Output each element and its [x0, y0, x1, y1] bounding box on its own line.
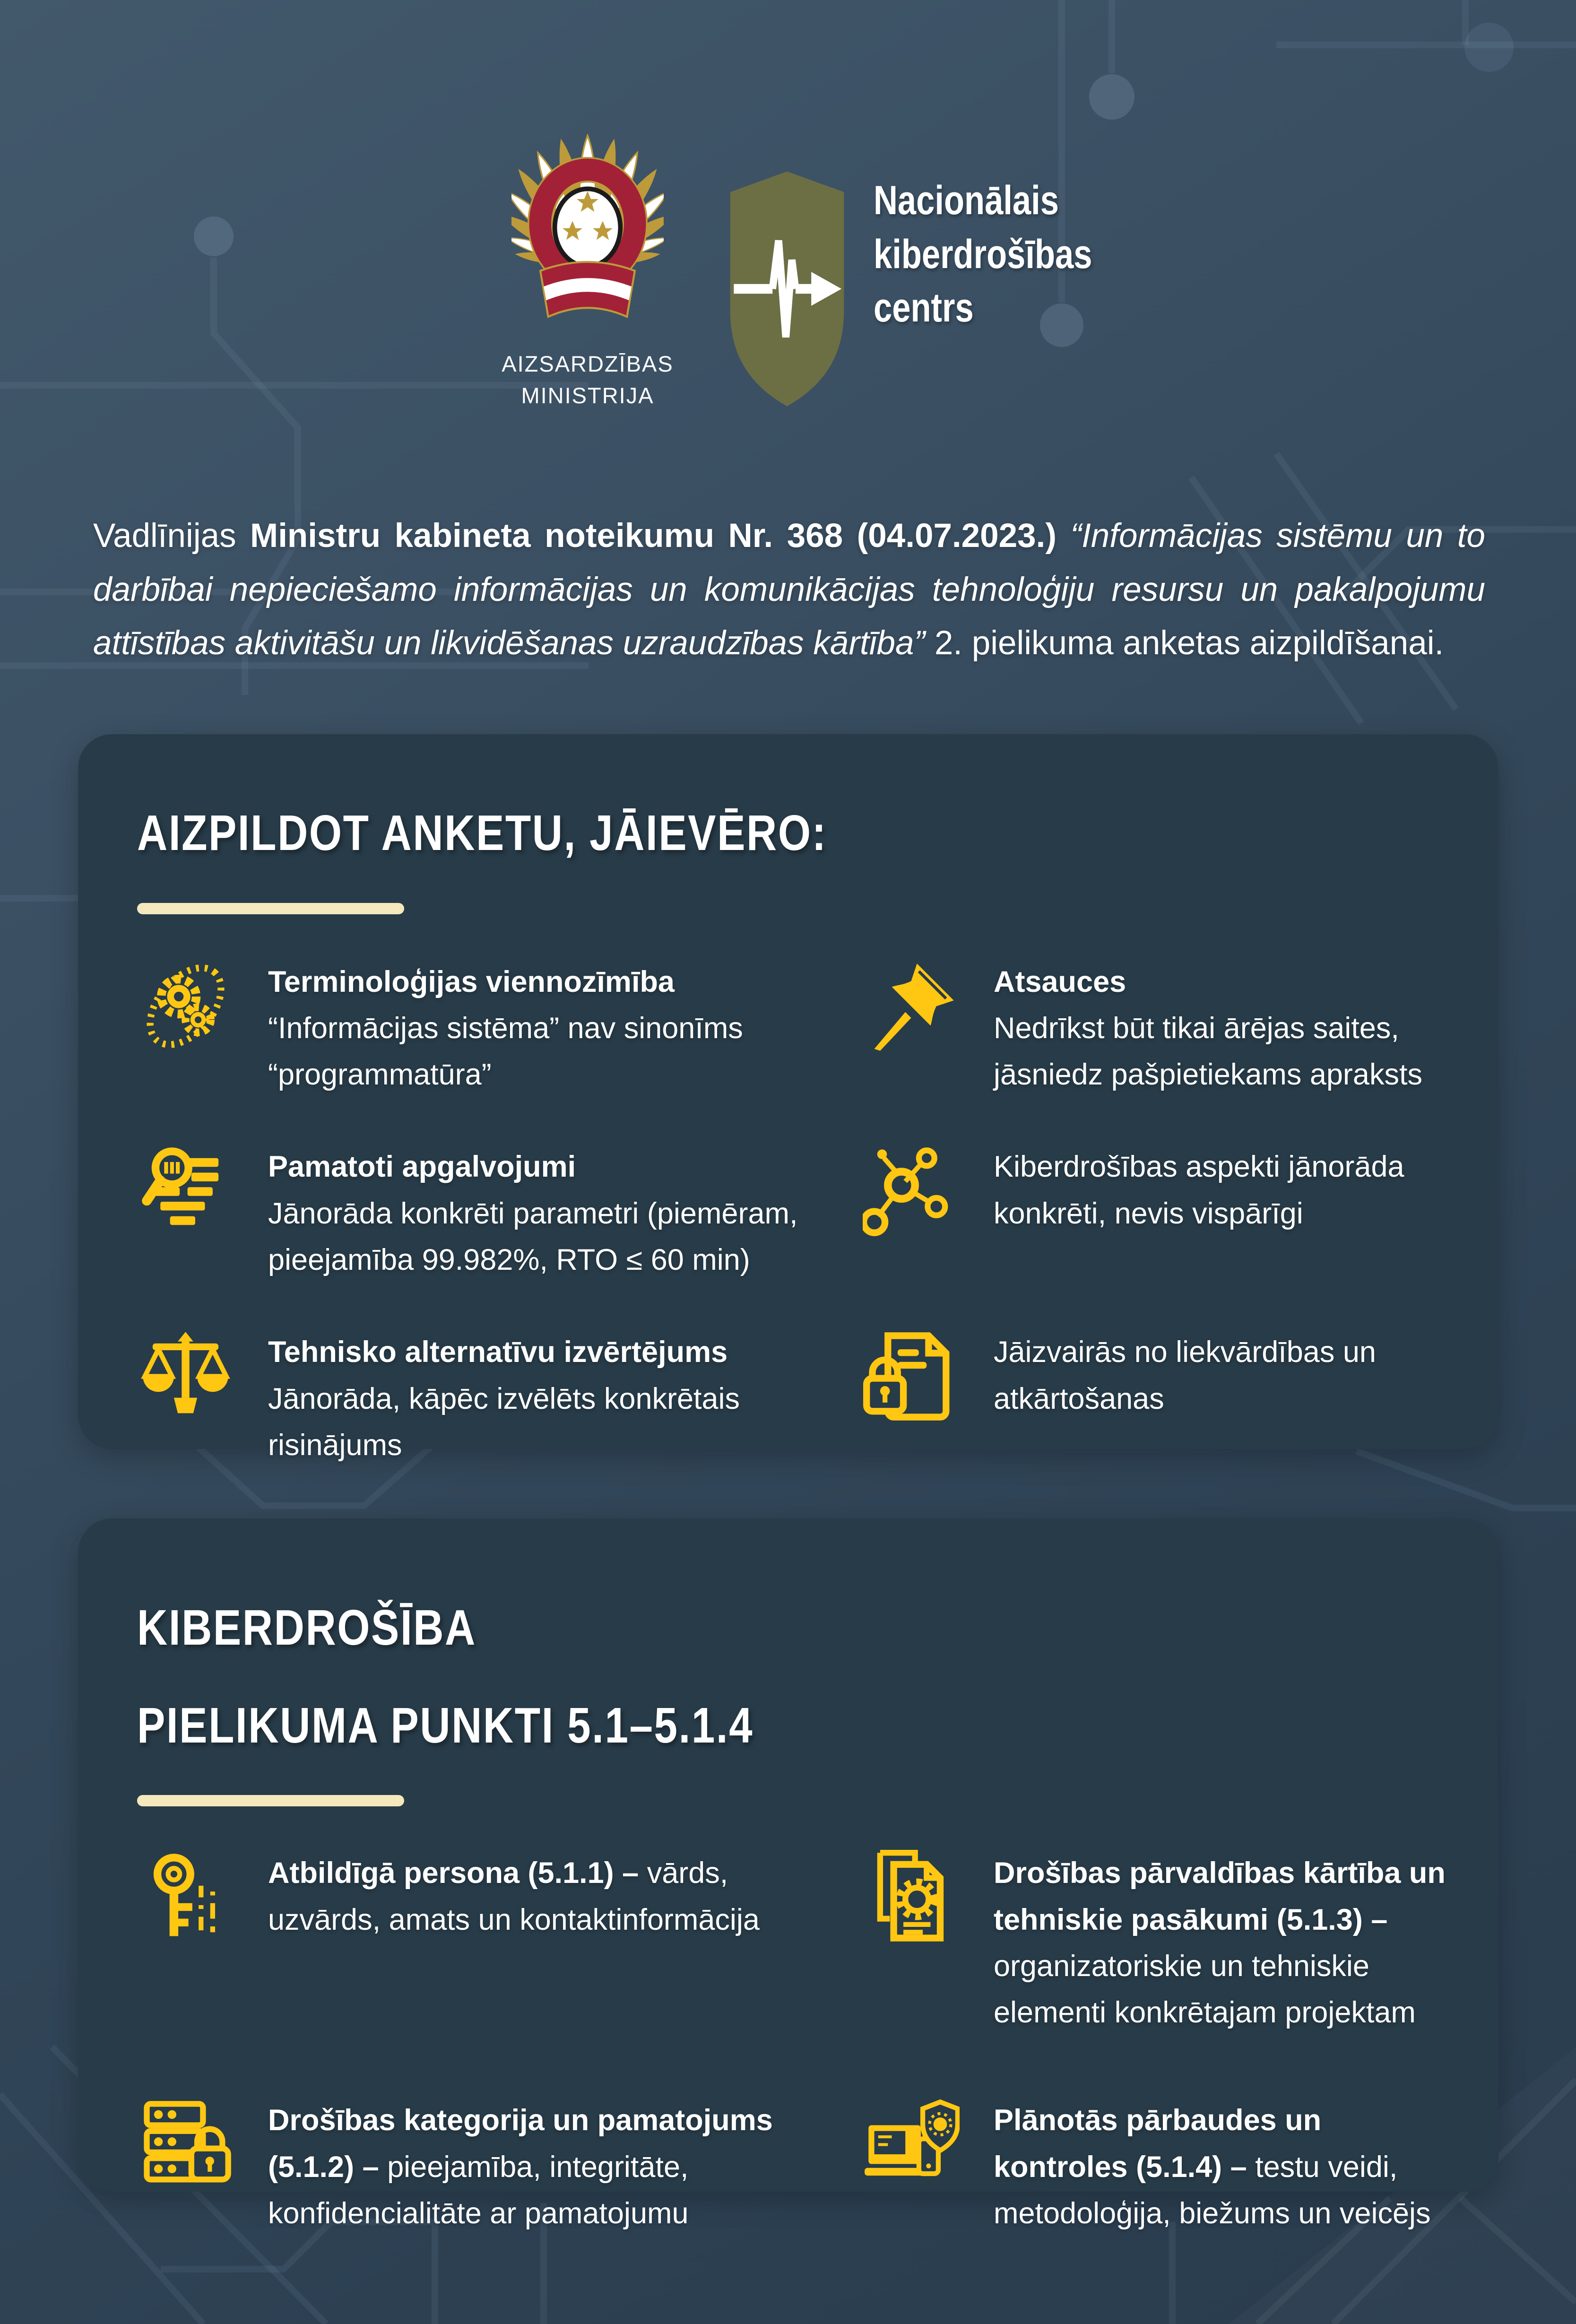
list-item-justified-claims [137, 1143, 827, 1283]
item-text: Kiberdrošības aspekti jānorāda konkrēti, nevis vispārīgi [994, 1150, 1404, 1230]
intro-bold: Ministru kabineta noteikumu Nr. 368 (04.07.2023.) [250, 517, 1071, 555]
item-text: Drošības pārvaldības kārtība un tehniskie pasākumi (5.1.3) – organizatoriskie un tehniskie elementi konkrētajam projektam [994, 1856, 1446, 2029]
nksc-name-line3: centrs [874, 285, 974, 331]
ministry-caption-line2: MINISTRIJA [521, 382, 654, 408]
list-item-security-management [863, 1849, 1454, 2036]
intro-prefix: Vadlīnijas [93, 517, 251, 555]
list-item-cyber-aspects [863, 1143, 1454, 1283]
server-lock-icon [137, 2096, 234, 2193]
title-underline-bar [137, 1795, 404, 1806]
item-text: Tehnisko alternatīvu izvērtējums Jānorāda, kāpēc izvēlēts konkrētais risinājums [268, 1335, 740, 1462]
ministry-of-defence-caption [493, 348, 682, 411]
gears-binary-icon [137, 958, 234, 1055]
list-item-references [863, 958, 1454, 1098]
list-item-responsible-person [137, 1849, 827, 2036]
list-item-avoid-redundancy [863, 1328, 1454, 1468]
nksc-wordmark [874, 174, 1140, 335]
item-text: Plānotās pārbaudes un kontroles (5.1.4) – testu veidi, metodoloģija, biežums un veicējs [994, 2104, 1431, 2230]
ministry-of-defence-emblem-icon [511, 122, 664, 336]
magnifier-data-icon [137, 1143, 234, 1240]
item-text: Atsauces Nedrīkst būt tikai ārējas saites, jāsniedz pašpietiekams apraksts [994, 965, 1422, 1092]
list-item-planned-checks [863, 2096, 1454, 2237]
section-filling-rules-card [78, 734, 1498, 1462]
list-item-security-category [137, 2096, 827, 2237]
key-icon [137, 1849, 234, 1946]
document-lock-icon [863, 1328, 960, 1425]
title-underline-bar [137, 903, 404, 914]
document-gear-icon [863, 1849, 960, 1946]
item-text: Jāizvairās no liekvārdības un atkārtošanas [994, 1335, 1376, 1415]
section2-title-line2: PIELIKUMA PUNKTI 5.1–5.1.4 [137, 1697, 754, 1753]
intro-suffix: 2. pielikuma anketas aizpildīšanai. [925, 624, 1444, 662]
scales-icon [137, 1328, 234, 1425]
nksc-name-line2: kiberdrošības [874, 231, 1092, 277]
item-text: Terminoloģijas viennozīmība “Informācijas sistēma” nav sinonīms “programmatūra” [268, 965, 743, 1092]
list-item-terminology [137, 958, 827, 1098]
item-text: Drošības kategorija un pamatojums (5.1.2) – pieejamība, integritāte, konfidencialitāte ar pamatojumu [268, 2104, 773, 2230]
section1-title: AIZPILDOT ANKETU, JĀIEVĒRO: [137, 805, 827, 861]
section2-title-line1: KIBERDROŠĪBA [137, 1599, 476, 1656]
section2-items [137, 1849, 1454, 2237]
list-item-alternatives [137, 1328, 827, 1468]
pushpin-icon [863, 958, 960, 1055]
nksc-name-line1: Nacionālais [874, 178, 1059, 223]
nksc-shield-icon [727, 166, 848, 411]
network-nodes-icon [863, 1143, 960, 1240]
section1-items [137, 958, 1454, 1468]
item-text: Atbildīgā persona (5.1.1) – vārds, uzvārds, amats un kontaktinformācija [268, 1856, 760, 1936]
intro-italic: “Informācijas sistēmu un to darbībai nepieciešamo informācijas un komunikācijas tehnoloģiju resursu un pakalpojumu attīstības aktivitāšu un likvidēšanas uzraudzības kārtība” [93, 517, 1485, 662]
laptop-shield-icon [863, 2096, 960, 2193]
section-cybersecurity-points-card [78, 1518, 1498, 2230]
item-text: Pamatoti apgalvojumi Jānorāda konkrēti parametri (piemēram, pieejamība 99.982%, RTO ≤ 60 min) [268, 1150, 798, 1276]
intro-paragraph [93, 509, 1485, 670]
ministry-caption-line1: AIZSARDZĪBAS [502, 351, 674, 376]
